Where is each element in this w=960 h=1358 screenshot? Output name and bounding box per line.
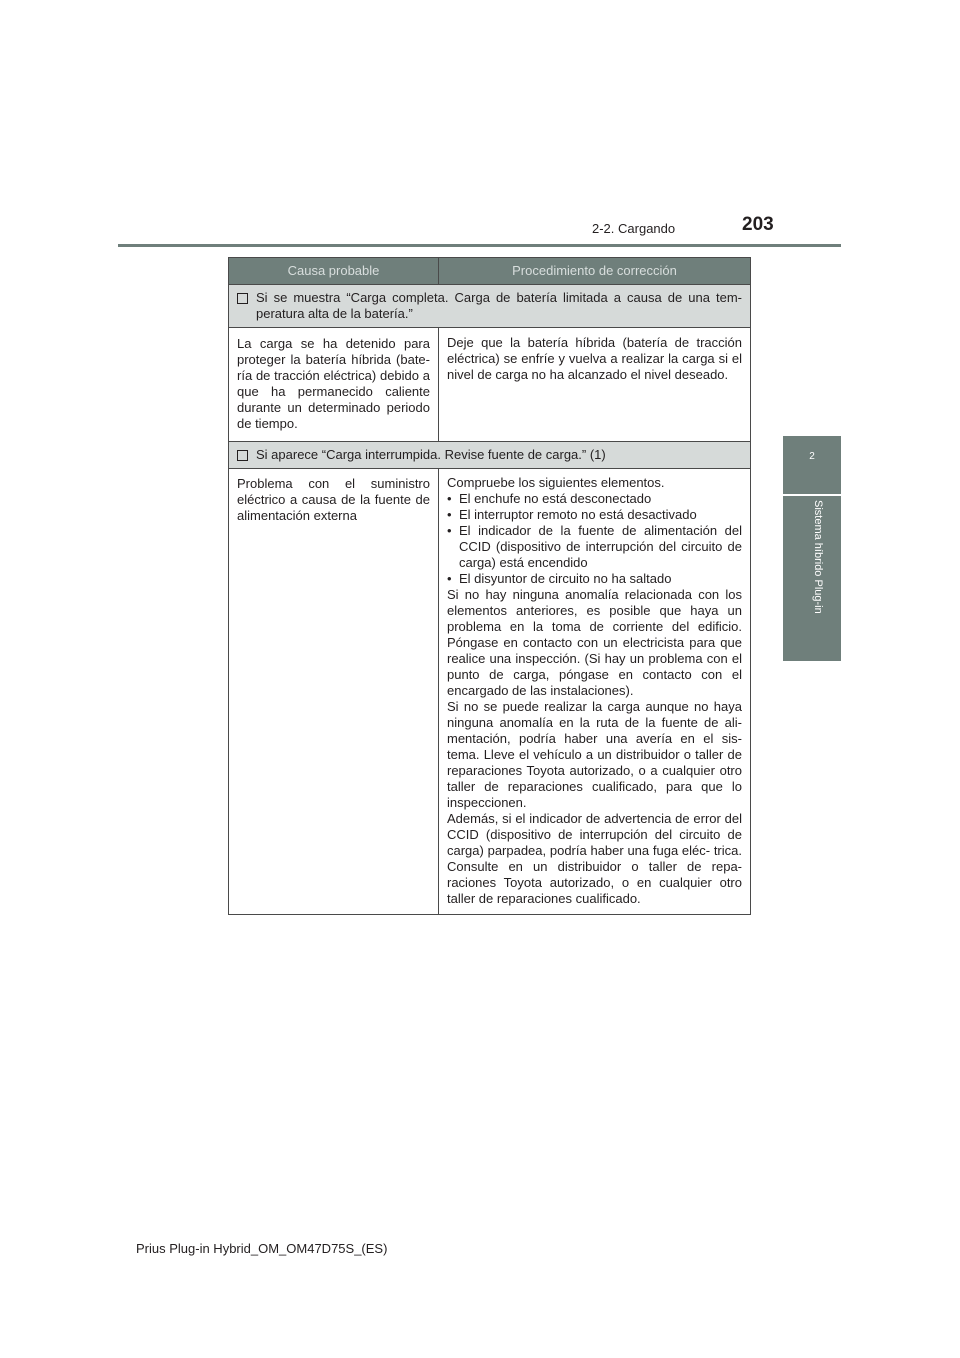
table-row xyxy=(229,328,751,442)
side-tab-label: Sistema híbrido Plug-in xyxy=(812,500,824,614)
table-header-row xyxy=(229,258,751,285)
list-item: • El enchufe no está desconectado xyxy=(447,491,652,506)
table-row xyxy=(229,469,751,915)
correction-intro: Compruebe los siguientes elementos. xyxy=(447,475,665,490)
checkbox-square-icon xyxy=(237,293,248,304)
cause-cell: Problema con el suministro eléctrico a causa de la fuente de alimentación externa xyxy=(229,469,439,915)
footer-document-id: Prius Plug-in Hybrid_OM_OM47D75S_(ES) xyxy=(136,1241,388,1256)
list-item: • El interruptor remoto no está desactivado xyxy=(447,507,697,522)
list-item: • El disyuntor de circuito no ha saltado xyxy=(447,571,672,586)
list-item: • El indicador de la fuente de alimentación del CCID (dispositivo de interrupción del circuito de carga) está encendido xyxy=(447,523,742,570)
side-tab-number: 2 xyxy=(809,451,815,462)
header-rule xyxy=(118,244,841,247)
page-number: 203 xyxy=(742,214,774,235)
header-section-title: 2-2. Cargando xyxy=(592,221,676,236)
side-tab xyxy=(783,436,841,494)
header-causa-probable: Causa probable xyxy=(229,258,439,285)
correction-paragraph: Si no hay ninguna anomalía relacionada con los elementos anteriores, es posible que haya un problema en la toma de corriente del edificio. Póngase en contacto con un electricista para que realice una inspección. (Si hay un problema con el punto de carga, póngase en contacto con el encargado de las instalaciones). xyxy=(447,587,742,698)
cause-cell: La carga se ha detenido para proteger la batería híbrida (bate- ría de tracción eléctrica) debido a que ha permanecido caliente durante un determinado periodo de tiempo. xyxy=(229,328,439,442)
troubleshooting-table xyxy=(228,257,751,915)
correction-paragraph: Además, si el indicador de advertencia de error del CCID (dispositivo de interrupción del circuito de carga) parpadea, podría haber una fuga eléc- trica. Consulte en un distribuidor o taller de repa- raciones Toyota autorizado, o en cualquier otro taller de reparaciones cualificado. xyxy=(447,811,742,906)
header-procedimiento: Procedimiento de corrección xyxy=(439,258,751,285)
condition-row xyxy=(229,285,751,328)
correction-paragraph: Si no se puede realizar la carga aunque no haya ninguna anomalía en la ruta de la fuente de ali- mentación, podría haber una avería en el sis- tema. Lleve el vehículo a un distribuidor o taller de reparaciones Toyota autorizado, o a cualquier otro taller de reparaciones cualificado, para que lo inspeccionen. xyxy=(447,699,742,810)
checkbox-square-icon xyxy=(237,450,248,461)
condition-text: Si se muestra “Carga completa. Carga de batería limitada a causa de una tem- peratura alta de la batería.” xyxy=(256,290,742,321)
correction-cell xyxy=(439,469,751,915)
condition-row xyxy=(229,442,751,469)
correction-cell: Deje que la batería híbrida (batería de tracción eléctrica) se enfríe y vuelva a realizar la carga si el nivel de carga no ha alcanzado el nivel deseado. xyxy=(439,328,751,442)
condition-text: Si aparece “Carga interrumpida. Revise fuente de carga.” (1) xyxy=(256,447,606,462)
